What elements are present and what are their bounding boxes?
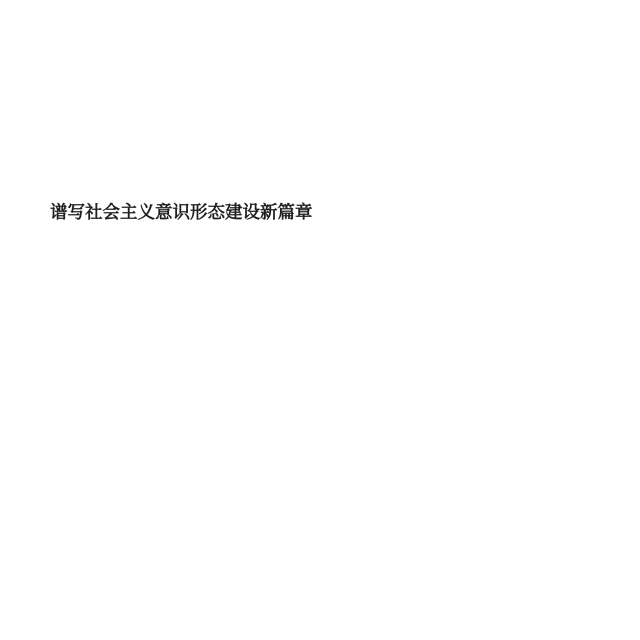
section-heading: 谱写社会主义意识形态建设新篇章 [50, 203, 313, 223]
